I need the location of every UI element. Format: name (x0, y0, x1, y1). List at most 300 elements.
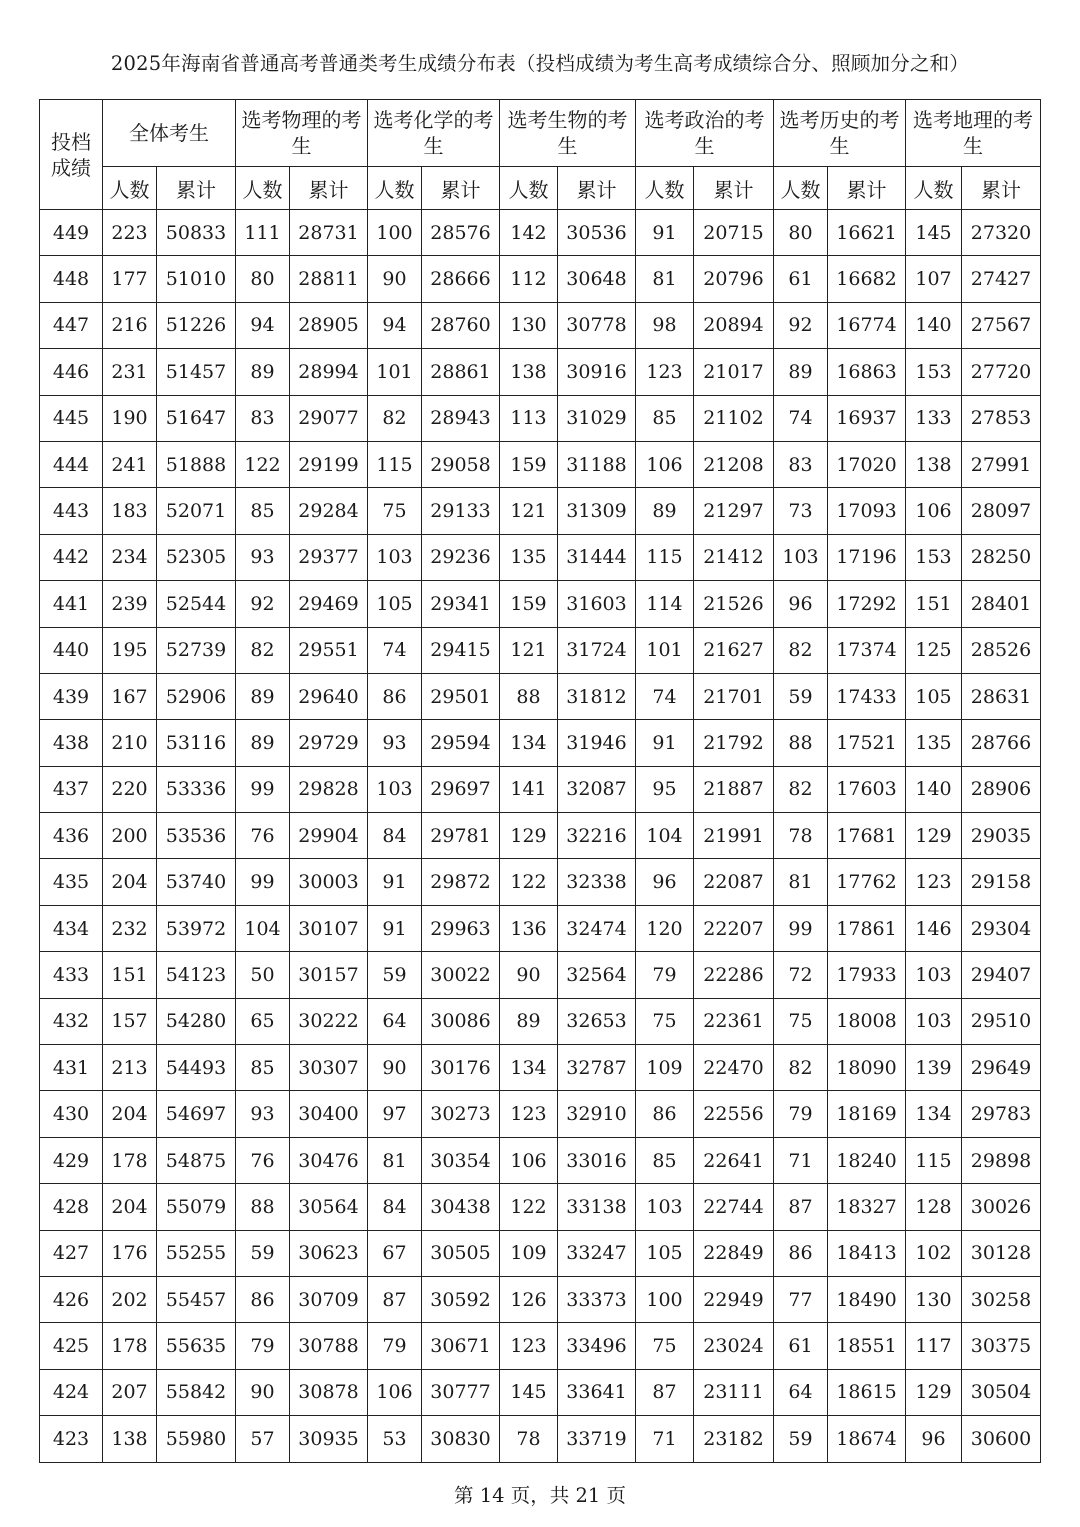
table-row (40, 581, 1041, 627)
count-cell: 74 (774, 395, 828, 441)
cumulative-cell: 31444 (558, 534, 636, 580)
cumulative-cell: 17681 (828, 813, 906, 859)
count-cell: 134 (906, 1091, 962, 1137)
count-cell: 159 (500, 441, 558, 487)
table-row (40, 766, 1041, 812)
count-cell: 72 (774, 952, 828, 998)
cumulative-cell: 30273 (422, 1091, 500, 1137)
cumulative-cell: 29594 (422, 720, 500, 766)
score-cell: 448 (40, 256, 103, 302)
count-cell: 130 (500, 302, 558, 348)
cumulative-cell: 52739 (157, 627, 236, 673)
table-row (40, 1091, 1041, 1137)
count-cell: 79 (774, 1091, 828, 1137)
score-cell: 429 (40, 1137, 103, 1183)
cumulative-cell: 29058 (422, 441, 500, 487)
cumulative-cell: 29284 (290, 488, 368, 534)
cumulative-cell: 17292 (828, 581, 906, 627)
count-cell: 115 (636, 534, 694, 580)
count-cell: 87 (368, 1276, 422, 1322)
score-cell: 442 (40, 534, 103, 580)
count-cell: 129 (906, 1369, 962, 1415)
cumulative-cell: 18413 (828, 1230, 906, 1276)
count-cell: 86 (368, 673, 422, 719)
table-row (40, 627, 1041, 673)
cumulative-cell: 53740 (157, 859, 236, 905)
score-cell: 445 (40, 395, 103, 441)
count-cell: 151 (103, 952, 157, 998)
count-cell: 81 (636, 256, 694, 302)
count-cell: 105 (636, 1230, 694, 1276)
cumulative-cell: 18490 (828, 1276, 906, 1322)
group-header-all: 全体考生 (103, 100, 236, 167)
cumulative-cell: 29469 (290, 581, 368, 627)
cumulative-cell: 32787 (558, 1045, 636, 1091)
score-cell: 447 (40, 302, 103, 348)
cumulative-cell: 30107 (290, 905, 368, 951)
table-row (40, 952, 1041, 998)
count-cell: 138 (906, 441, 962, 487)
count-cell: 80 (236, 256, 290, 302)
count-cell: 73 (774, 488, 828, 534)
cumulative-cell: 22207 (694, 905, 774, 951)
count-cell: 74 (636, 673, 694, 719)
score-cell: 432 (40, 998, 103, 1044)
count-cell: 231 (103, 349, 157, 395)
cumulative-cell: 21412 (694, 534, 774, 580)
cumulative-cell: 30222 (290, 998, 368, 1044)
cumulative-cell: 32216 (558, 813, 636, 859)
table-row (40, 256, 1041, 302)
cumulative-cell: 29697 (422, 766, 500, 812)
cumulative-cell: 30777 (422, 1369, 500, 1415)
count-cell: 106 (906, 488, 962, 534)
cumulative-cell: 28731 (290, 210, 368, 256)
cumulative-cell: 29551 (290, 627, 368, 673)
count-cell: 239 (103, 581, 157, 627)
cumulative-cell: 54123 (157, 952, 236, 998)
count-cell: 87 (774, 1184, 828, 1230)
cumulative-cell: 18169 (828, 1091, 906, 1137)
count-cell: 204 (103, 859, 157, 905)
count-cell: 139 (906, 1045, 962, 1091)
cumulative-cell: 17374 (828, 627, 906, 673)
count-cell: 112 (500, 256, 558, 302)
score-distribution-table (39, 99, 1041, 1463)
count-cell: 109 (636, 1045, 694, 1091)
count-cell: 223 (103, 210, 157, 256)
count-cell: 213 (103, 1045, 157, 1091)
cumulative-cell: 17093 (828, 488, 906, 534)
count-cell: 78 (500, 1416, 558, 1462)
cumulative-cell: 28097 (962, 488, 1041, 534)
table-row (40, 1184, 1041, 1230)
cumulative-cell: 29304 (962, 905, 1041, 951)
count-cell: 76 (236, 813, 290, 859)
count-cell: 82 (774, 1045, 828, 1091)
count-cell: 140 (906, 302, 962, 348)
score-cell: 434 (40, 905, 103, 951)
score-cell: 433 (40, 952, 103, 998)
count-cell: 81 (774, 859, 828, 905)
count-cell: 121 (500, 488, 558, 534)
count-cell: 123 (500, 1091, 558, 1137)
cumulative-header: 累计 (290, 167, 368, 210)
cumulative-cell: 29501 (422, 673, 500, 719)
cumulative-cell: 21102 (694, 395, 774, 441)
group-header-physics: 选考物理的考生 (236, 100, 368, 167)
cumulative-cell: 30600 (962, 1416, 1041, 1462)
count-cell: 183 (103, 488, 157, 534)
count-cell: 122 (236, 441, 290, 487)
cumulative-cell: 29872 (422, 859, 500, 905)
cumulative-cell: 28994 (290, 349, 368, 395)
count-cell: 90 (368, 256, 422, 302)
count-cell: 57 (236, 1416, 290, 1462)
count-header: 人数 (368, 167, 422, 210)
count-cell: 167 (103, 673, 157, 719)
cumulative-cell: 22087 (694, 859, 774, 905)
cumulative-cell: 32087 (558, 766, 636, 812)
cumulative-cell: 30026 (962, 1184, 1041, 1230)
cumulative-cell: 30003 (290, 859, 368, 905)
table-row (40, 395, 1041, 441)
count-cell: 81 (368, 1137, 422, 1183)
count-cell: 83 (774, 441, 828, 487)
count-cell: 84 (368, 813, 422, 859)
count-cell: 85 (636, 1137, 694, 1183)
count-cell: 121 (500, 627, 558, 673)
count-cell: 92 (236, 581, 290, 627)
cumulative-cell: 30505 (422, 1230, 500, 1276)
cumulative-cell: 30476 (290, 1137, 368, 1183)
count-cell: 138 (500, 349, 558, 395)
count-cell: 89 (774, 349, 828, 395)
count-cell: 151 (906, 581, 962, 627)
count-cell: 59 (774, 673, 828, 719)
cumulative-cell: 21627 (694, 627, 774, 673)
cumulative-cell: 55457 (157, 1276, 236, 1322)
count-cell: 79 (368, 1323, 422, 1369)
count-cell: 75 (774, 998, 828, 1044)
count-cell: 145 (906, 210, 962, 256)
count-cell: 105 (906, 673, 962, 719)
count-cell: 75 (636, 998, 694, 1044)
count-cell: 87 (636, 1369, 694, 1415)
cumulative-cell: 22849 (694, 1230, 774, 1276)
cumulative-cell: 53536 (157, 813, 236, 859)
cumulative-cell: 29341 (422, 581, 500, 627)
cumulative-cell: 31724 (558, 627, 636, 673)
count-cell: 216 (103, 302, 157, 348)
score-cell: 425 (40, 1323, 103, 1369)
cumulative-cell: 52071 (157, 488, 236, 534)
count-cell: 126 (500, 1276, 558, 1322)
cumulative-cell: 29236 (422, 534, 500, 580)
table-row (40, 441, 1041, 487)
cumulative-cell: 18240 (828, 1137, 906, 1183)
cumulative-cell: 52305 (157, 534, 236, 580)
score-cell: 435 (40, 859, 103, 905)
cumulative-cell: 20894 (694, 302, 774, 348)
cumulative-cell: 27567 (962, 302, 1041, 348)
cumulative-cell: 29963 (422, 905, 500, 951)
count-cell: 103 (906, 998, 962, 1044)
cumulative-cell: 55255 (157, 1230, 236, 1276)
score-cell: 428 (40, 1184, 103, 1230)
count-cell: 76 (236, 1137, 290, 1183)
cumulative-header: 累计 (828, 167, 906, 210)
cumulative-cell: 51010 (157, 256, 236, 302)
count-cell: 99 (236, 766, 290, 812)
count-cell: 71 (774, 1137, 828, 1183)
cumulative-cell: 32653 (558, 998, 636, 1044)
cumulative-cell: 29828 (290, 766, 368, 812)
page-title: 2025年海南省普通高考普通类考生成绩分布表（投档成绩为考生高考成绩综合分、照顾加分之和） (110, 52, 970, 75)
cumulative-cell: 16863 (828, 349, 906, 395)
cumulative-cell: 27720 (962, 349, 1041, 395)
table-row (40, 534, 1041, 580)
count-cell: 59 (774, 1416, 828, 1462)
table-row (40, 1045, 1041, 1091)
cumulative-cell: 30400 (290, 1091, 368, 1137)
count-cell: 195 (103, 627, 157, 673)
cumulative-cell: 28401 (962, 581, 1041, 627)
cumulative-cell: 53116 (157, 720, 236, 766)
cumulative-cell: 33641 (558, 1369, 636, 1415)
count-cell: 99 (774, 905, 828, 951)
count-header: 人数 (236, 167, 290, 210)
cumulative-cell: 33373 (558, 1276, 636, 1322)
count-cell: 85 (636, 395, 694, 441)
count-cell: 210 (103, 720, 157, 766)
table-row (40, 1276, 1041, 1322)
count-cell: 67 (368, 1230, 422, 1276)
table-row (40, 349, 1041, 395)
cumulative-cell: 29729 (290, 720, 368, 766)
cumulative-cell: 52906 (157, 673, 236, 719)
count-cell: 77 (774, 1276, 828, 1322)
count-cell: 106 (500, 1137, 558, 1183)
count-cell: 220 (103, 766, 157, 812)
count-cell: 65 (236, 998, 290, 1044)
count-cell: 89 (500, 998, 558, 1044)
cumulative-cell: 32564 (558, 952, 636, 998)
cumulative-cell: 30623 (290, 1230, 368, 1276)
count-cell: 115 (906, 1137, 962, 1183)
cumulative-cell: 27991 (962, 441, 1041, 487)
cumulative-cell: 33138 (558, 1184, 636, 1230)
cumulative-cell: 17861 (828, 905, 906, 951)
count-cell: 91 (368, 905, 422, 951)
cumulative-cell: 29898 (962, 1137, 1041, 1183)
score-cell: 423 (40, 1416, 103, 1462)
cumulative-cell: 28760 (422, 302, 500, 348)
count-cell: 93 (236, 1091, 290, 1137)
count-cell: 96 (774, 581, 828, 627)
count-cell: 83 (236, 395, 290, 441)
count-cell: 96 (636, 859, 694, 905)
cumulative-cell: 30086 (422, 998, 500, 1044)
cumulative-cell: 29407 (962, 952, 1041, 998)
count-cell: 75 (636, 1323, 694, 1369)
header-row-groups (40, 100, 1041, 167)
cumulative-cell: 30128 (962, 1230, 1041, 1276)
count-cell: 100 (368, 210, 422, 256)
table-row (40, 1323, 1041, 1369)
cumulative-cell: 51647 (157, 395, 236, 441)
count-cell: 101 (368, 349, 422, 395)
cumulative-cell: 16774 (828, 302, 906, 348)
cumulative-cell: 30536 (558, 210, 636, 256)
group-header-biology: 选考生物的考生 (500, 100, 636, 167)
cumulative-cell: 28576 (422, 210, 500, 256)
cumulative-cell: 23182 (694, 1416, 774, 1462)
cumulative-cell: 27427 (962, 256, 1041, 302)
cumulative-cell: 31946 (558, 720, 636, 766)
count-cell: 90 (236, 1369, 290, 1415)
group-header-history: 选考历史的考生 (774, 100, 906, 167)
count-cell: 82 (774, 627, 828, 673)
cumulative-cell: 30176 (422, 1045, 500, 1091)
count-cell: 89 (236, 673, 290, 719)
count-cell: 93 (236, 534, 290, 580)
cumulative-cell: 55842 (157, 1369, 236, 1415)
count-header: 人数 (774, 167, 828, 210)
count-cell: 123 (906, 859, 962, 905)
cumulative-cell: 28943 (422, 395, 500, 441)
count-cell: 142 (500, 210, 558, 256)
count-cell: 103 (774, 534, 828, 580)
cumulative-cell: 29035 (962, 813, 1041, 859)
count-cell: 91 (636, 210, 694, 256)
cumulative-cell: 21526 (694, 581, 774, 627)
score-column-header: 投档成绩 (40, 100, 103, 210)
count-cell: 104 (236, 905, 290, 951)
cumulative-cell: 17020 (828, 441, 906, 487)
count-cell: 113 (500, 395, 558, 441)
count-cell: 129 (500, 813, 558, 859)
count-cell: 96 (906, 1416, 962, 1462)
count-cell: 146 (906, 905, 962, 951)
count-cell: 75 (368, 488, 422, 534)
count-cell: 141 (500, 766, 558, 812)
count-cell: 130 (906, 1276, 962, 1322)
cumulative-cell: 29904 (290, 813, 368, 859)
count-cell: 79 (636, 952, 694, 998)
table-row (40, 1416, 1041, 1462)
count-cell: 157 (103, 998, 157, 1044)
cumulative-cell: 30778 (558, 302, 636, 348)
score-cell: 424 (40, 1369, 103, 1415)
count-cell: 115 (368, 441, 422, 487)
cumulative-cell: 30878 (290, 1369, 368, 1415)
score-cell: 440 (40, 627, 103, 673)
count-cell: 178 (103, 1137, 157, 1183)
cumulative-cell: 52544 (157, 581, 236, 627)
cumulative-cell: 30157 (290, 952, 368, 998)
count-cell: 95 (636, 766, 694, 812)
count-cell: 90 (368, 1045, 422, 1091)
cumulative-cell: 18551 (828, 1323, 906, 1369)
cumulative-cell: 30438 (422, 1184, 500, 1230)
cumulative-cell: 17603 (828, 766, 906, 812)
cumulative-cell: 18674 (828, 1416, 906, 1462)
count-cell: 153 (906, 349, 962, 395)
cumulative-cell: 30709 (290, 1276, 368, 1322)
group-header-geography: 选考地理的考生 (906, 100, 1041, 167)
count-cell: 232 (103, 905, 157, 951)
count-cell: 85 (236, 1045, 290, 1091)
count-cell: 114 (636, 581, 694, 627)
cumulative-cell: 30354 (422, 1137, 500, 1183)
cumulative-cell: 22641 (694, 1137, 774, 1183)
score-cell: 441 (40, 581, 103, 627)
count-cell: 88 (236, 1184, 290, 1230)
count-cell: 104 (636, 813, 694, 859)
count-cell: 122 (500, 1184, 558, 1230)
table-row (40, 302, 1041, 348)
cumulative-cell: 20715 (694, 210, 774, 256)
count-cell: 89 (236, 349, 290, 395)
score-cell: 437 (40, 766, 103, 812)
count-cell: 103 (368, 766, 422, 812)
count-cell: 117 (906, 1323, 962, 1369)
score-cell: 426 (40, 1276, 103, 1322)
count-header: 人数 (500, 167, 558, 210)
cumulative-cell: 18615 (828, 1369, 906, 1415)
count-cell: 105 (368, 581, 422, 627)
count-cell: 80 (774, 210, 828, 256)
cumulative-cell: 28666 (422, 256, 500, 302)
cumulative-cell: 17762 (828, 859, 906, 905)
table-row (40, 1369, 1041, 1415)
count-cell: 140 (906, 766, 962, 812)
count-cell: 135 (500, 534, 558, 580)
cumulative-header: 累计 (157, 167, 236, 210)
cumulative-cell: 28631 (962, 673, 1041, 719)
count-cell: 59 (236, 1230, 290, 1276)
cumulative-cell: 22470 (694, 1045, 774, 1091)
cumulative-cell: 28766 (962, 720, 1041, 766)
table-row (40, 673, 1041, 719)
count-cell: 125 (906, 627, 962, 673)
cumulative-cell: 18327 (828, 1184, 906, 1230)
count-cell: 100 (636, 1276, 694, 1322)
cumulative-cell: 30935 (290, 1416, 368, 1462)
count-cell: 101 (636, 627, 694, 673)
table-row (40, 488, 1041, 534)
cumulative-cell: 30504 (962, 1369, 1041, 1415)
cumulative-cell: 22744 (694, 1184, 774, 1230)
cumulative-cell: 29649 (962, 1045, 1041, 1091)
score-cell: 430 (40, 1091, 103, 1137)
count-cell: 82 (368, 395, 422, 441)
count-cell: 91 (636, 720, 694, 766)
cumulative-cell: 21017 (694, 349, 774, 395)
cumulative-cell: 31029 (558, 395, 636, 441)
count-cell: 64 (774, 1369, 828, 1415)
cumulative-cell: 51226 (157, 302, 236, 348)
cumulative-cell: 20796 (694, 256, 774, 302)
count-cell: 204 (103, 1091, 157, 1137)
count-cell: 190 (103, 395, 157, 441)
count-cell: 176 (103, 1230, 157, 1276)
count-cell: 204 (103, 1184, 157, 1230)
cumulative-cell: 28250 (962, 534, 1041, 580)
cumulative-cell: 31188 (558, 441, 636, 487)
cumulative-cell: 31812 (558, 673, 636, 719)
